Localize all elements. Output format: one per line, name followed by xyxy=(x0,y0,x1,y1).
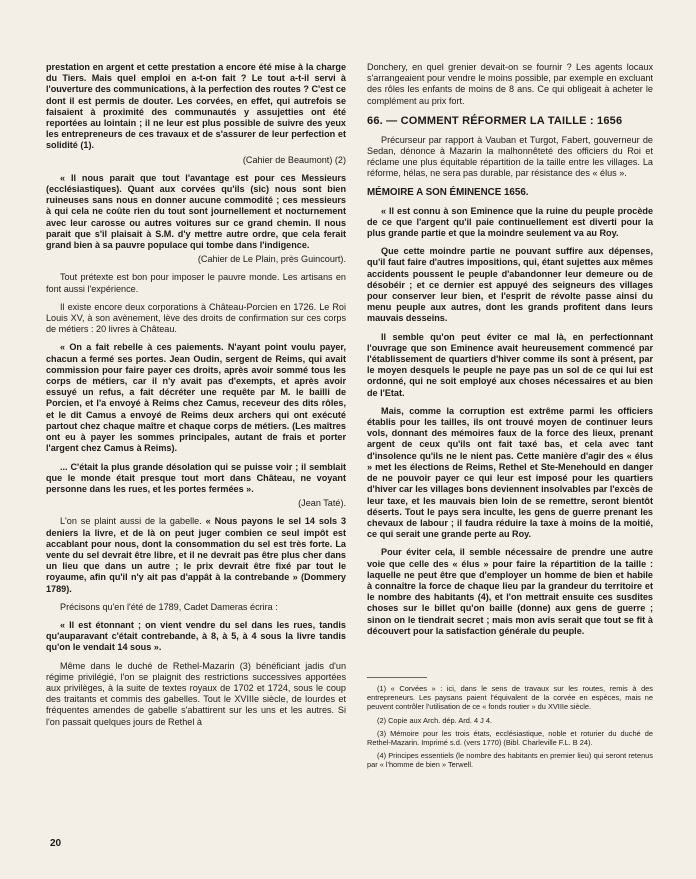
paragraph: prestation en argent et cette prestation a encore été mise à la charge du Tiers. Mais quel emploi en a-t-on fait ? Le tout a-t-il servi à l'ouverture des communications, à la perfection des routes ? C'est ce dont il est permis de douter. Les corvées, en effet, qui autrefois se faisaient à proximité des communautés y assujetties ont été reportées au lointain ; il ne leur est plus possible de suivre des yeux les entrepreneurs de ces travaux et de s'assurer de leur perfection et solidité (1). xyxy=(46,62,346,151)
quotation: Que cette moindre partie ne pouvant suffire aux dépenses, qu'il faut faire d'autres impositions, qui, étant sujettes aux mêmes accidents poussent le peuple d'abandonner leur demeure ou de désobéir ; et ce dernier est appuyé des seigneurs des villages pour conserver leur bien, et l'esprit de révolte passe ainsi du menu peuple aux autres, dont les grands profitent dans leurs mauvais desseins. xyxy=(367,246,653,324)
quotation: ... C'était la plus grande désolation qui se puisse voir ; il semblait que le monde était presque tout mort dans Château, ne voyant personne dans les rues, et les portes fermées ». xyxy=(46,461,346,494)
paragraph-intro: L'on se plaint aussi de la gabelle. xyxy=(60,516,206,527)
right-column xyxy=(367,62,653,774)
paragraph: Même dans le duché de Rethel-Mazarin (3) bénéficiant jadis d'un régime privilégié, l'on se plaignit des restrictions successives apportées aux privilèges, à la suite de textes royaux de 1702 et 1724, sous le coup des traitants et commis des gabelles. Tout le XVIIIe siècle, de lourdes et fréquentes amendes de gabelle s'abattirent sur les uns et les autres. Si l'on passait quelques jours de Rethel à xyxy=(46,660,346,727)
source-citation: (Cahier de Le Plain, près Guincourt). xyxy=(197,254,346,265)
quotation: « On a fait rebelle à ces paiements. N'ayant point voulu payer, chacun a fermé ses portes. Jean Oudin, sergent de Reims, qui avait commission pour faire payer ces droits, après avoir sommé tous les corps de métiers, car il n'y avait pas d'exempts, et après avoir essuyé un refus, a fait décréter une requête par M. le bailli de Porcien, et l'a envoyé à Reims chez Camus, receveur des dits rôles, et le dit Camus a envoyé de Reims deux archers qui ont exécuté partout chez chaque maître et chaque corps de métiers. (Les maîtres ont eu à payer les sommes principales, autant de frais et porter l'argent chez Camus à Reims). xyxy=(46,342,346,454)
paragraph: Précisons qu'en l'été de 1789, Cadet Dameras écrira : xyxy=(60,601,278,612)
source-citation: (Cahier de Beaumont) (2) xyxy=(242,154,346,165)
paragraph: Tout prétexte est bon pour imposer le pauvre monde. Les artisans en font aussi l'expérience. xyxy=(46,272,346,294)
left-column xyxy=(46,62,346,735)
subheading: MÉMOIRE A SON ÉMINENCE 1656. xyxy=(367,186,529,198)
paragraph xyxy=(46,516,346,594)
quotation: Pour éviter cela, il semble nécessaire de prendre une autre voie que celle des « élus » pour faire la répartition de la taille : laquelle ne peut être que d'employer un homme de bien et habile à connaître la force de chaque lieu par la grandeur du territoire et le nombre des habitants (4), et l'on mettrait ensuite ces susdites choses sur le billet qu'on baille (donne) aux gens de guerre ; sinon on le tiendrait secret ; mais mon avis serait que tout se fit à découvert pour la satisfaction générale du peuple. xyxy=(367,547,653,636)
quotation: « Il est étonnant ; on vient vendre du sel dans les rues, tandis qu'auparavant c'était contrebande, à 8, à 5, à 4 sous la livre tandis qu'on le vendait 14 sous ». xyxy=(46,619,346,653)
quotation: « Il nous parait que tout l'avantage est pour ces Messieurs (ecclésiastiques). Quant aux corvées qu'ils (sic) nous sont bien ruineuses sans nous en donner aucune commodité ; ces messieurs à qui cela ne coûte rien du tout sont journellement et nocturnement avec leur carosse ou autres voitures sur ce grand chemin. Il nous parait que s'il plaisait à S.M. d'y mettre autre ordre, que cela ferait grand bien à sa pauvre populace qui tombe dans l'indigence. xyxy=(46,172,346,251)
footnote-divider xyxy=(367,677,427,678)
page-number: 20 xyxy=(50,838,62,849)
footnote: (1) « Corvées » : ici, dans le sens de travaux sur les routes, remis à des entrepreneurs. Les paysans paient l'équivalent de la corvée en espèces, mais ne peuvent contrôler l'utilisation de ce « fonds routier » du XVIIIe siècle. xyxy=(367,683,653,712)
source-citation: (Jean Taté). xyxy=(298,498,346,509)
paragraph: Donchery, en quel grenier devait-on se fournir ? Les agents locaux s'arrangeaient pour vendre le moins possible, par exemple en excluant des rôles les enfants de moins de 8 ans. Ce qui obligeait à acheter le complément au prix fort. xyxy=(367,62,653,106)
section-heading: 66. — COMMENT RÉFORMER LA TAILLE : 1656 xyxy=(367,114,623,127)
quotation: « Nous payons le sel 14 sols 3 deniers la livre, et de là on peut juger combien ce seul impôt est accablant pour nous, dont la consommation du sel est très forte. La vente du sel devrait être libre, et il ne devrait pas être plus cher dans un lieu que dans un autre ; le prix devrait être fixé par tout le royaume, afin qu'il n'y ait pas d'appât à la contrebande » (Dommery 1789). xyxy=(46,516,346,594)
footnote: (4) Principes essentiels (le nombre des habitants en premier lieu) qui seront retenus par « l'homme de bien » Terwell. xyxy=(367,751,653,770)
paragraph: Précurseur par rapport à Vauban et Turgot, Fabert, gouverneur de Sedan, dénonce à Mazarin la malhonnêteté des officiers du Roi et réclame une plus équitable répartition de la taille entre les villages. La réforme, hélas, ne sera pas durable, par résistance des « élus ». xyxy=(367,134,653,179)
paragraph: Il existe encore deux corporations à Château-Porcien en 1726. Le Roi Louis XV, à son avènement, lève des droits de confirmation sur ces corps de métiers : 20 livres à Château. xyxy=(46,301,346,335)
footnote: (3) Mémoire pour les trois états, ecclésiastique, noble et roturier du duché de Rethel-Mazarin. Imprimé s.d. (vers 1770) (Bibl. Charleville F.L. B 24). xyxy=(367,728,653,747)
quotation: Mais, comme la corruption est extrême parmi les officiers établis pour les tailles, ils ont trouvé moyen de continuer leurs vols, donnant des mémoires faux de la force des lieux, prenant argent de ceux qu'ils ont fait taxé bas, et cela avec tant d'insolence qu'ils ne le nient pas. Cette manière d'agir des « élus » met les élections de Reims, Rethel et Ste-Menehould en danger de ne pouvoir payer ce qui leur est imposé pour les quartiers d'hiver car les villages bons deviennent insolvables par l'excès de leur taxe, et les mauvais bien loin de se remettre, seront bientôt déserts. Tout le pays sera inculte, les gens de guerre prenant les chevaux de labour ; il faudra réduire la taxe à moins de la moitié, ce qui serait une grande perte au Roy. xyxy=(367,405,653,540)
footnotes xyxy=(367,684,653,770)
footnote: (2) Copie aux Arch. dép. Ard. 4 J 4. xyxy=(377,715,493,725)
quotation: Il semble qu'on peut éviter ce mal là, en perfectionnant l'ouvrage que son Eminence avait heureusement commencé par l'établissement de quartiers d'hiver comme ils sont à présent, par le moyen desquels le peuple ne paye pas un sol de ce qui lui est ordonné, qui ne soit employé aux choses nécessaires et au bien de l'Etat. xyxy=(367,331,653,398)
quotation: « Il est connu à son Eminence que la ruine du peuple procède de ce que l'argent qu'il paie continuellement est diverti pour la plus grande partie et que la moindre seulement va au Roy. xyxy=(367,205,653,239)
